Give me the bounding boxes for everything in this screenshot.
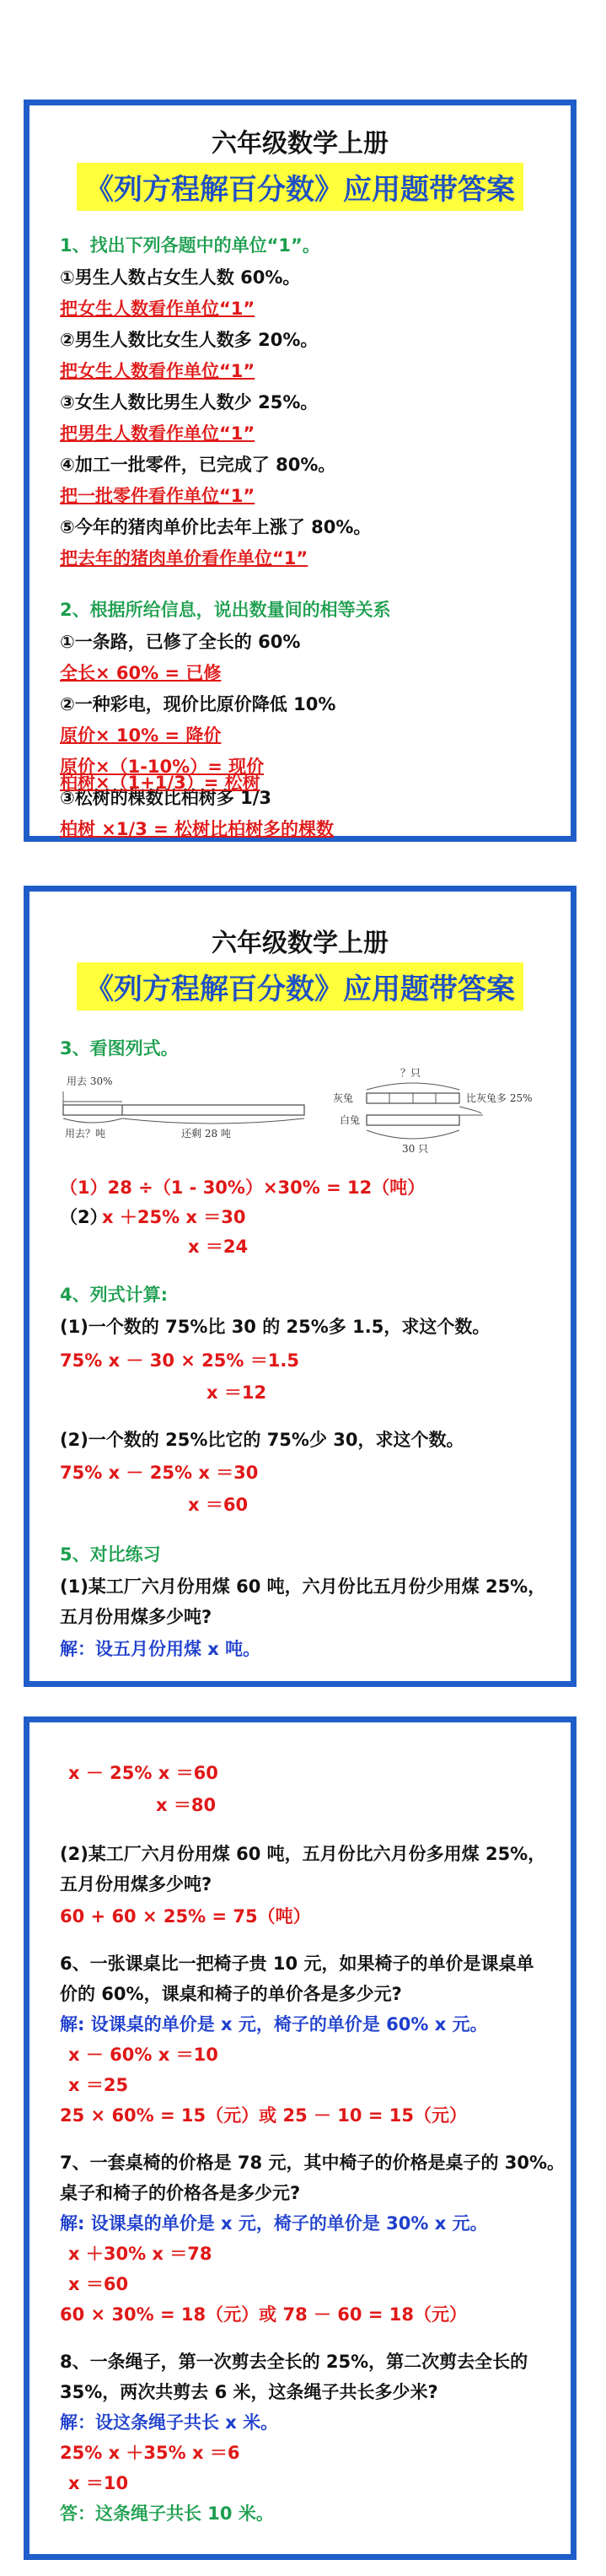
diagram2-right-label: 比灰兔多 25% xyxy=(466,1092,533,1104)
q6-solution: 解: 设课桌的单价是 x 元，椅子的单价是 60% x 元。 xyxy=(60,2014,488,2034)
diagram2-white-label: 白兔 xyxy=(340,1114,361,1126)
practice-2-answer: 60 + 60 × 25% = 75（吨） xyxy=(60,1906,311,1927)
q6-eq1: x － 60% x ＝10 xyxy=(68,2045,218,2065)
q6-line1: 6、一张课桌比一把椅子贵 10 元，如果椅子的单价是课桌单 xyxy=(60,1954,534,1974)
diagram2-top-label: ？只 xyxy=(400,1067,421,1079)
calc-1-result: x ＝12 xyxy=(206,1382,267,1403)
calc-2-result: x ＝60 xyxy=(188,1495,249,1515)
q6-eq2: x ＝25 xyxy=(68,2075,129,2095)
calc-2-question: (2)一个数的 25%比它的 75%少 30，求这个数。 xyxy=(60,1430,464,1450)
answer-1: 把女生人数看作单位“1” xyxy=(60,299,255,319)
practice-1-line1: (1)某工厂六月份用煤 60 吨，六月份比五月份少用煤 25%， xyxy=(60,1576,546,1597)
diagram2-gray-label: 灰兔 xyxy=(333,1092,354,1104)
practice-2-line2: 五月份用煤多少吨? xyxy=(60,1874,212,1894)
q8-line2: 35%，两次共剪去 6 米，这条绳子共长多少米? xyxy=(60,2382,438,2402)
card1-title: 六年级数学上册 xyxy=(212,129,389,159)
card-2 xyxy=(24,886,577,1687)
practice-1-result: x ＝80 xyxy=(156,1795,217,1815)
card1-subtitle: 《列方程解百分数》应用题带答案 xyxy=(77,163,523,211)
q8-eq2: x ＝10 xyxy=(68,2473,129,2493)
practice-1-line2: 五月份用煤多少吨? xyxy=(60,1607,212,1627)
card1-subtitle-wrap xyxy=(29,163,571,211)
q8-line1: 8、一条绳子，第一次剪去全长的 25%，第二次剪去全长的 xyxy=(60,2352,528,2372)
diagram1-bottom-left: 用去？吨 xyxy=(65,1128,106,1140)
calc-2-eq: 75% x － 25% x ＝30 xyxy=(60,1463,259,1483)
card2-subtitle-wrap xyxy=(29,962,571,1010)
relation-2-answer-a: 原价× 10% = 降价 xyxy=(60,725,222,746)
relation-2: ②一种彩电，现价比原价降低 10% xyxy=(60,694,336,714)
q7-eq3: 60 × 30% = 18（元）或 78 － 60 = 18（元） xyxy=(60,2304,467,2325)
calc-1-question: (1)一个数的 75%比 30 的 25%多 1.5，求这个数。 xyxy=(60,1317,491,1337)
relation-2-answer-b: 原价×（1-10%）= 现价 xyxy=(60,757,265,777)
q7-line2: 桌子和椅子的价格各是多少元? xyxy=(60,2183,301,2203)
answer-2: 把女生人数看作单位“1” xyxy=(60,361,255,381)
card-3 xyxy=(24,1716,577,2560)
answer-3-2-label: （2） xyxy=(60,1207,108,1227)
relation-3: ③松树的棵数比柏树多 1/3 xyxy=(60,788,271,808)
diagram1-top-label: 用去 30% xyxy=(67,1075,113,1087)
q7-eq1: x ＋30% x ＝78 xyxy=(68,2244,212,2264)
answer-3-2-result: x ＝24 xyxy=(188,1237,249,1257)
q7-eq2: x ＝60 xyxy=(68,2274,129,2294)
answer-3: 把男生人数看作单位“1” xyxy=(60,423,255,444)
q6-line2: 价的 60%，课桌和椅子的单价各是多少元? xyxy=(60,1984,402,2004)
diagram2-bottom-label: 30 只 xyxy=(402,1143,429,1155)
relation-1-answer: 全长× 60% = 已修 xyxy=(60,663,222,683)
section4-title: 4、列式计算: xyxy=(60,1285,169,1305)
question-1: ①男生人数占女生人数 60%。 xyxy=(60,267,301,288)
q7-line1: 7、一套桌椅的价格是 78 元，其中椅子的价格是桌子的 30%。 xyxy=(60,2153,566,2173)
section2-title: 2、根据所给信息，说出数量间的相等关系 xyxy=(60,600,391,620)
q8-eq1: 25% x ＋35% x ＝6 xyxy=(60,2443,240,2463)
relation-3-answer-a: 柏树 ×1/3 = 松树比柏树多的棵数 xyxy=(60,819,335,839)
answer-3-1: （1）28 ÷（1 - 30%）×30% = 12（吨） xyxy=(60,1178,426,1198)
answer-5: 把去年的猪肉单价看作单位“1” xyxy=(60,548,308,569)
diagram-2 xyxy=(333,1064,569,1157)
q6-eq3: 25 × 60% = 15（元）或 25 － 10 = 15（元） xyxy=(60,2105,467,2126)
question-5: ⑤今年的猪肉单价比去年上涨了 80%。 xyxy=(60,517,372,537)
q8-answer: 答：这条绳子共长 10 米。 xyxy=(60,2503,274,2524)
practice-1-eq: x － 25% x ＝60 xyxy=(68,1763,218,1783)
diagram-1 xyxy=(55,1073,308,1140)
practice-1-solution: 解：设五月份用煤 x 吨。 xyxy=(60,1639,261,1659)
relation-1: ①一条路，已修了全长的 60% xyxy=(60,632,301,652)
question-2: ②男生人数比女生人数多 20%。 xyxy=(60,330,319,350)
question-3: ③女生人数比男生人数少 25%。 xyxy=(60,392,319,412)
section1-title: 1、找出下列各题中的单位“1”。 xyxy=(60,235,320,256)
answer-4: 把一批零件看作单位“1” xyxy=(60,486,255,506)
section3-title: 3、看图列式。 xyxy=(60,1038,179,1059)
question-4: ④加工一批零件，已完成了 80%。 xyxy=(60,455,336,475)
section5-title: 5、对比练习 xyxy=(60,1544,161,1565)
card-1 xyxy=(24,100,577,842)
q8-solution: 解：设这条绳子共长 x 米。 xyxy=(60,2412,279,2433)
answer-3-2-eq: x ＋25% x ＝30 xyxy=(102,1207,246,1227)
q7-solution: 解: 设课桌的单价是 x 元，椅子的单价是 30% x 元。 xyxy=(60,2213,488,2234)
calc-1-eq: 75% x － 30 × 25% ＝1.5 xyxy=(60,1350,299,1371)
card2-subtitle: 《列方程解百分数》应用题带答案 xyxy=(77,962,523,1010)
card2-title: 六年级数学上册 xyxy=(212,929,389,958)
relation-3-answer-b: 柏树×（1+1/3）= 松树 xyxy=(60,773,260,793)
practice-2-line1: (2)某工厂六月份用煤 60 吨，五月份比六月份多用煤 25%， xyxy=(60,1844,546,1864)
diagram1-bottom-right: 还剩 28 吨 xyxy=(181,1128,231,1140)
